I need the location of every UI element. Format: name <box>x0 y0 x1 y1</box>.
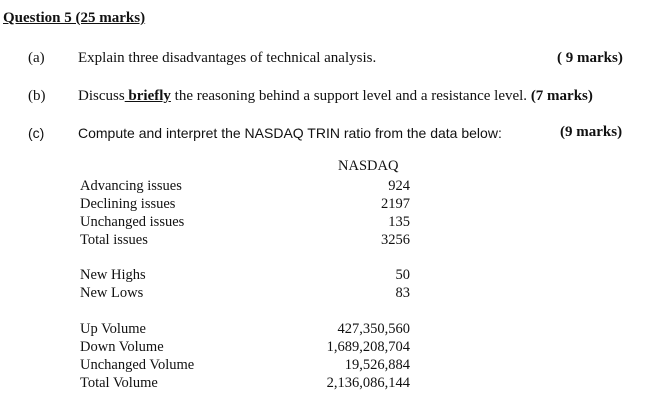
table-row-value: 3256 <box>381 232 410 248</box>
question-b-emphasis: briefly <box>124 88 171 104</box>
table-row-value: 924 <box>388 178 410 194</box>
table-row-value: 50 <box>395 267 410 283</box>
question-b-text <box>78 88 593 105</box>
table-row-value: 19,526,884 <box>344 357 410 373</box>
table-row-label: Down Volume <box>80 339 164 355</box>
question-title: Question 5 (25 marks) <box>3 10 146 26</box>
question-c-marks: (9 marks) <box>560 124 623 140</box>
table-row-label: Total issues <box>80 232 148 248</box>
question-c-label: (c) <box>28 125 45 141</box>
table-header: NASDAQ <box>338 158 399 174</box>
table-row-label: New Lows <box>80 285 144 301</box>
table-row-label: New Highs <box>80 267 146 283</box>
table-row-label: Up Volume <box>80 321 146 337</box>
question-a-text: Explain three disadvantages of technical analysis. <box>78 50 377 66</box>
table-row-value: 2197 <box>381 196 410 212</box>
table-row-value: 135 <box>388 214 410 230</box>
table-row-value: 2,136,086,144 <box>326 375 410 391</box>
question-a-label: (a) <box>28 50 45 66</box>
question-a-marks: ( 9 marks) <box>557 50 623 66</box>
question-b-label: (b) <box>28 88 46 104</box>
table-row-label: Declining issues <box>80 196 176 212</box>
table-row-value: 83 <box>395 285 410 301</box>
question-b-text-end: the reasoning behind a support level and a resistance level. <box>170 88 528 104</box>
table-row-value: 1,689,208,704 <box>326 339 410 355</box>
table-row-label: Total Volume <box>80 375 158 391</box>
question-b-text-start: Discuss <box>78 88 125 104</box>
question-c-text: Compute and interpret the NASDAQ TRIN ratio from the data below: <box>78 125 502 141</box>
table-row-value: 427,350,560 <box>337 321 410 337</box>
table-row-label: Advancing issues <box>80 178 182 194</box>
question-b-marks: (7 marks) <box>530 88 593 104</box>
table-row-label: Unchanged issues <box>80 214 185 230</box>
table-row-label: Unchanged Volume <box>80 357 195 373</box>
